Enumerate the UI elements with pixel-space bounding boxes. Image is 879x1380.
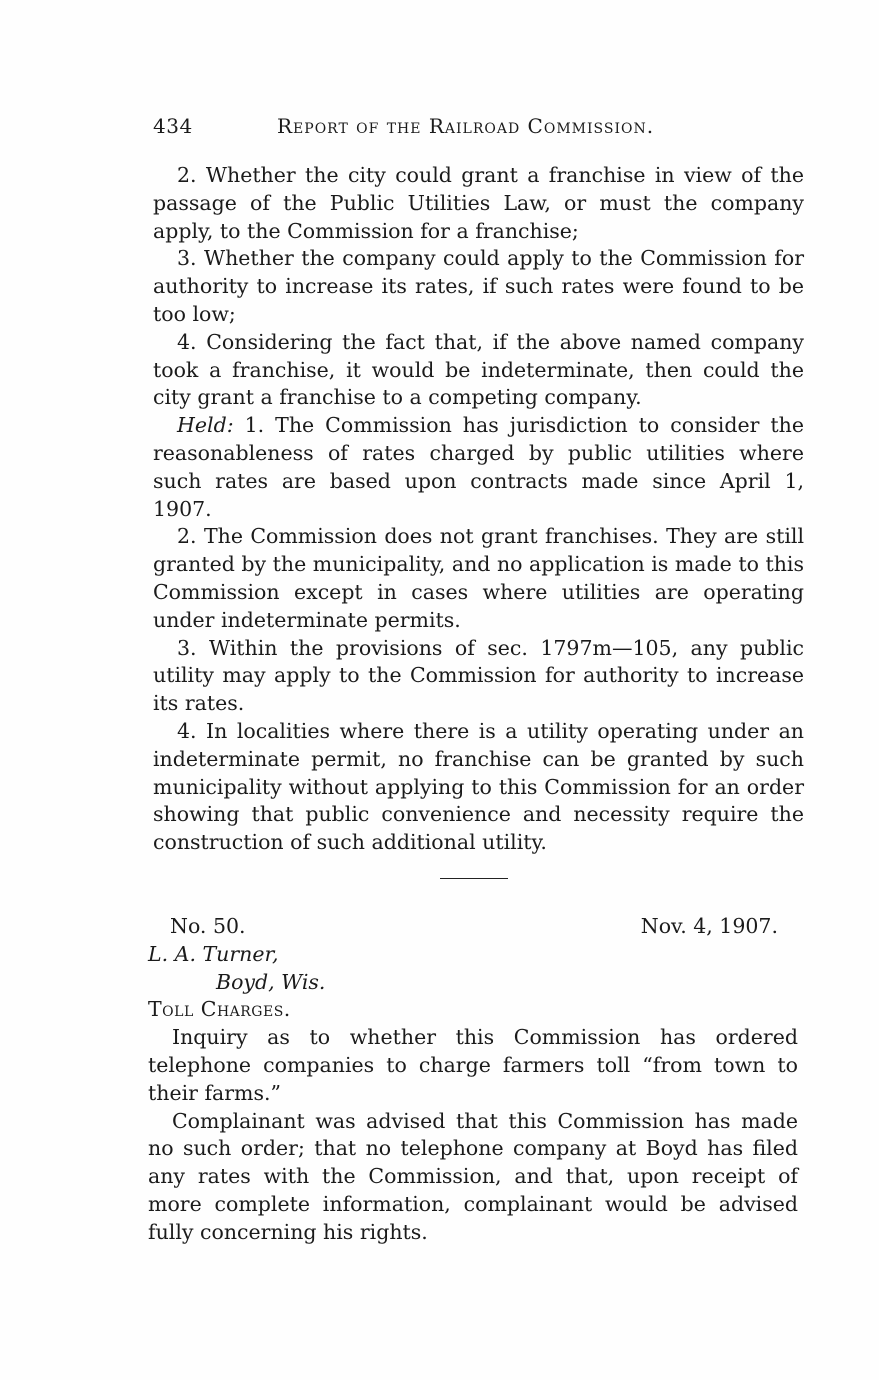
running-head: Report of the Railroad Commission. bbox=[277, 114, 655, 138]
body-text bbox=[153, 162, 804, 857]
party-name-line bbox=[148, 941, 798, 969]
held-text: 1. The Commission has jurisdiction to consider the reasonableness of rates charged by public utilities where such rates are based upon contracts made since April 1, 1907. bbox=[153, 413, 804, 521]
page-number: 434 bbox=[153, 114, 193, 138]
section-divider bbox=[440, 878, 508, 879]
held-point: 4. In localities where there is a utility operating under an indeterminate permit, no franchise can be granted by such municipality without applying to this Commission for an order showing that public convenience and necessity require the construction of such additional utility. bbox=[153, 718, 804, 855]
paragraph: 4. Considering the fact that, if the above named company took a franchise, it would be indeterminate, then could the city grant a franchise to a competing company. bbox=[153, 329, 804, 410]
paragraph: 2. Whether the city could grant a franchise in view of the passage of the Public Utilities Law, or must the company apply, to the Commission for a franchise; bbox=[153, 163, 804, 243]
held-label: Held: bbox=[177, 413, 234, 438]
case-number: No. 50. bbox=[170, 914, 246, 938]
subject-line bbox=[148, 996, 798, 1024]
page-header bbox=[153, 108, 693, 144]
party-place-line bbox=[148, 969, 798, 997]
case-entry bbox=[148, 913, 798, 1247]
case-paragraph: Complainant was advised that this Commission has made no such order; that no telephone company at Boyd has filed any rates with the Commission, and that, upon receipt of more complete information, complainant would be advised fully concerning his rights. bbox=[148, 1108, 798, 1244]
held-point: 3. Within the provisions of sec. 1797m—105, any public utility may apply to the Commission for authority to increase its rates. bbox=[153, 635, 804, 716]
paragraph: 3. Whether the company could apply to the Commission for authority to increase its rates, if such rates were found to be too low; bbox=[153, 246, 804, 326]
case-date: Nov. 4, 1907. bbox=[640, 914, 778, 938]
party-name: L. A. Turner, bbox=[148, 941, 279, 966]
case-paragraph: Inquiry as to whether this Commission has ordered telephone companies to charge farmers toll “from town to their farms.” bbox=[148, 1025, 798, 1105]
case-body bbox=[148, 1024, 798, 1246]
party-place: Boyd, Wis. bbox=[216, 969, 326, 994]
case-heading-line bbox=[148, 913, 798, 941]
held-paragraph bbox=[153, 412, 804, 523]
case-subject: Toll Charges. bbox=[148, 997, 291, 1022]
held-point: 2. The Commission does not grant franchises. They are still granted by the municipality, and no application is made to this Commission except in cases where utilities are operating under indeterminate permits. bbox=[153, 524, 804, 632]
